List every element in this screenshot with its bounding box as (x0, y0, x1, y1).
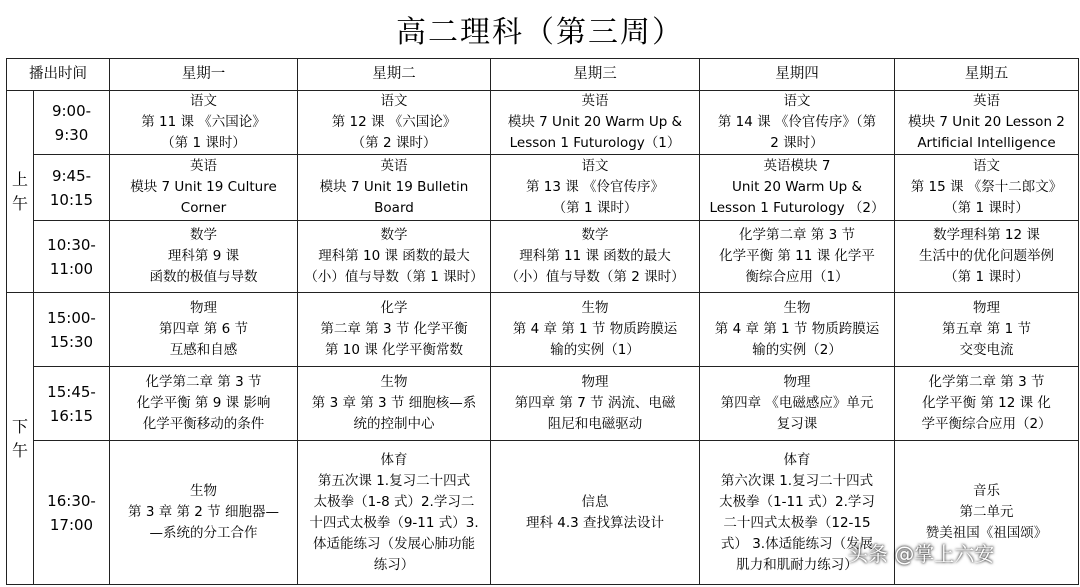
lesson-subject: 语文 (380, 93, 408, 109)
header-wednesday: 星期三 (491, 59, 700, 91)
lesson-subject: 信息 (581, 493, 609, 510)
header-friday: 星期五 (895, 59, 1079, 91)
lesson-detail: 第 15 课 《祭十二郎文》 (910, 179, 1063, 195)
lesson-detail: Lesson 1 Futurology （2） (709, 200, 885, 216)
header-time: 播出时间 (7, 59, 110, 91)
lesson-subject: 英语 (973, 93, 1000, 109)
lesson-detail: 体适能练习（发展心肺功能 (313, 535, 475, 552)
lesson-detail: 模块 7 Unit 20 Warm Up & (507, 114, 683, 130)
lesson-detail: Artificial Intelligence (917, 135, 1056, 151)
time-slot (34, 441, 110, 585)
time-slot (34, 367, 110, 441)
lesson-subject: 英语 (380, 158, 408, 174)
table-row (7, 221, 1079, 293)
lesson-subject: 物理 (190, 300, 217, 316)
lesson-detail: 十四式太极拳（9-11 式）3. (309, 514, 479, 531)
time-line: 9:30 (54, 125, 89, 144)
lesson-detail: （第 2 课时） (351, 135, 437, 151)
lesson-detail: 练习） (373, 556, 415, 573)
lesson-detail: 输的实例（2） (752, 342, 842, 358)
lesson-cell (298, 293, 491, 367)
lesson-detail: 理科 4.3 查找算法设计 (525, 514, 665, 531)
lesson-subject: 英语 (581, 93, 609, 109)
lesson-detail: 统的控制中心 (353, 416, 435, 432)
table-row (7, 155, 1079, 221)
lesson-detail: 输的实例（1） (550, 342, 640, 358)
lesson-subject: 语文 (190, 93, 217, 109)
lesson-subject: 数学 (581, 227, 609, 243)
lesson-subject: 数学 (380, 227, 408, 243)
lesson-detail: 理科第 10 课 函数的最大 (318, 248, 470, 264)
lesson-detail: 化学平衡 第 11 课 化学平 (719, 248, 875, 264)
lesson-detail: 生活中的优化问题举例 (919, 248, 1054, 264)
lesson-cell (895, 155, 1079, 221)
lesson-detail: 阻尼和电磁驱动 (547, 416, 643, 432)
lesson-cell (895, 91, 1079, 155)
time-line: 16:15 (49, 406, 94, 425)
lesson-detail: 第四章 第 7 节 涡流、电磁 (514, 395, 676, 411)
timetable (6, 58, 1079, 585)
header-monday: 星期一 (110, 59, 298, 91)
lesson-cell (700, 155, 895, 221)
watermark: 头条 @掌上六安 (848, 542, 995, 566)
time-line: 11:00 (49, 259, 94, 278)
lesson-detail: 赞美祖国《祖国颂》 (925, 525, 1048, 541)
lesson-subject: 生物 (783, 300, 811, 316)
lesson-subject: 体育 (380, 451, 408, 468)
lesson-subject: 体育 (783, 451, 811, 468)
lesson-subject: 化学 (380, 300, 408, 316)
lesson-cell (700, 91, 895, 155)
lesson-detail: 太极拳（1-8 式）2.学习二 (313, 493, 475, 510)
lesson-detail: 第 4 章 第 1 节 物质跨膜运 (512, 321, 678, 337)
lesson-subject: 化学第二章 第 3 节 (739, 227, 855, 243)
lesson-detail: （第 1 课时） (552, 200, 638, 216)
lesson-detail: 第 3 章 第 2 节 细胞器— (128, 504, 279, 520)
lesson-detail: （第 1 课时） (944, 269, 1029, 285)
lesson-detail: 第五章 第 1 节 (942, 321, 1031, 337)
lesson-subject: 音乐 (973, 483, 1000, 499)
time-slot (34, 293, 110, 367)
lesson-detail: 化学平衡 第 9 课 影响 (136, 395, 271, 411)
header-row (7, 59, 1079, 91)
lesson-detail: Unit 20 Warm Up & (731, 179, 863, 195)
lesson-detail: —系统的分工合作 (149, 525, 258, 541)
lesson-detail: 第 14 课 《伶官传序》（第 (717, 114, 877, 130)
lesson-detail: 函数的极值与导数 (149, 269, 258, 285)
lesson-detail: （小）值与导数（第 1 课时） (304, 269, 484, 285)
lesson-detail: 第四章 《电磁感应》单元 (720, 395, 874, 411)
lesson-cell (110, 155, 298, 221)
table-row (7, 91, 1079, 155)
time-slot (34, 91, 110, 155)
lesson-subject: 物理 (581, 374, 609, 390)
lesson-detail: 二十四式太极拳（12-15 (723, 514, 871, 531)
lesson-detail: 模块 7 Unit 20 Lesson 2 (908, 114, 1065, 130)
lesson-detail: 2 课时） (770, 135, 824, 151)
lesson-detail: 化学平衡移动的条件 (142, 416, 265, 432)
page-title: 高二理科（第三周） (396, 15, 684, 50)
lesson-cell (110, 293, 298, 367)
time-line: 15:00- (47, 308, 96, 327)
lesson-cell (298, 155, 491, 221)
lesson-detail: 第二章 第 3 节 化学平衡 (320, 321, 468, 337)
lesson-subject: 生物 (190, 483, 217, 499)
lesson-subject: 英语模块 7 (763, 158, 831, 174)
lesson-cell (491, 367, 700, 441)
time-line: 15:30 (49, 332, 94, 351)
time-line: 16:30- (47, 491, 96, 510)
lesson-detail: 复习课 (776, 416, 818, 432)
time-line: 9:45- (51, 166, 92, 185)
header-thursday: 星期四 (700, 59, 895, 91)
time-line: 17:00 (49, 515, 94, 534)
lesson-subject: 物理 (783, 374, 811, 390)
lesson-detail: 第 11 课 《六国论》 (141, 114, 266, 130)
header-tuesday: 星期二 (298, 59, 491, 91)
lesson-cell (110, 367, 298, 441)
lesson-detail: 第四章 第 6 节 (159, 321, 248, 337)
lesson-cell (491, 91, 700, 155)
lesson-subject: 英语 (190, 158, 217, 174)
lesson-cell (491, 155, 700, 221)
lesson-detail: 第 4 章 第 1 节 物质跨膜运 (714, 321, 880, 337)
lesson-detail: 交变电流 (959, 342, 1014, 358)
time-line: 9:00- (51, 101, 92, 120)
lesson-cell (895, 221, 1079, 293)
lesson-cell (110, 91, 298, 155)
lesson-cell (700, 221, 895, 293)
lesson-cell (298, 441, 491, 585)
lesson-subject: 语文 (783, 93, 811, 109)
lesson-detail: 肌力和肌耐力练习） (736, 556, 858, 573)
lesson-cell (895, 367, 1079, 441)
lesson-cell (895, 293, 1079, 367)
lesson-subject: 数学 (190, 227, 217, 243)
lesson-detail: 模块 7 Unit 19 Bulletin (319, 179, 469, 195)
lesson-cell (110, 221, 298, 293)
lesson-subject: 生物 (581, 300, 609, 316)
time-slot (34, 221, 110, 293)
lesson-detail: 理科第 11 课 函数的最大 (519, 248, 671, 264)
time-line: 15:45- (47, 382, 96, 401)
lesson-cell (298, 367, 491, 441)
lesson-detail: 第 12 课 《六国论》 (331, 114, 457, 130)
lesson-cell (491, 441, 700, 585)
lesson-detail: 互感和自感 (169, 342, 238, 358)
lesson-detail: 第 3 章 第 3 节 细胞核—系 (311, 395, 477, 411)
lesson-detail: 衡综合应用（1） (745, 269, 849, 285)
lesson-detail: 模块 7 Unit 19 Culture (130, 179, 277, 195)
lesson-detail: Board (374, 200, 414, 216)
lesson-cell (700, 367, 895, 441)
lesson-detail: Corner (180, 200, 227, 216)
lesson-subject: 生物 (380, 374, 408, 390)
lesson-subject: 物理 (973, 300, 1000, 316)
period-pm: 下午 (7, 293, 34, 585)
lesson-subject: 语文 (973, 158, 1000, 174)
time-line: 10:15 (49, 190, 94, 209)
lesson-subject: 数学理科第 12 课 (933, 227, 1040, 243)
lesson-cell (700, 293, 895, 367)
table-row (7, 293, 1079, 367)
lesson-detail: 学平衡综合应用（2） (921, 416, 1052, 432)
lesson-cell (298, 91, 491, 155)
lesson-detail: Lesson 1 Futurology（1） (509, 135, 681, 151)
lesson-detail: （第 1 课时） (161, 135, 246, 151)
period-am: 上午 (7, 91, 34, 293)
lesson-detail: 第二单元 (959, 504, 1014, 520)
time-slot (34, 155, 110, 221)
lesson-cell (110, 441, 298, 585)
lesson-detail: 化学平衡 第 12 课 化 (922, 395, 1051, 411)
lesson-cell (491, 293, 700, 367)
lesson-subject: 语文 (581, 158, 609, 174)
table-row (7, 367, 1079, 441)
lesson-subject: 化学第二章 第 3 节 (928, 374, 1045, 390)
lesson-detail: 理科第 9 课 (167, 248, 240, 264)
lesson-detail: （小）值与导数（第 2 课时） (505, 269, 685, 285)
lesson-detail: 第 10 课 化学平衡常数 (324, 342, 464, 358)
lesson-subject: 化学第二章 第 3 节 (145, 374, 262, 390)
lesson-detail: 第 13 课 《伶官传序》 (525, 179, 665, 195)
time-line: 10:30- (47, 235, 96, 254)
lesson-detail: 第五次课 1.复习二十四式 (317, 472, 471, 489)
lesson-detail: （第 1 课时） (944, 200, 1029, 216)
lesson-cell (298, 221, 491, 293)
lesson-detail: 太极拳（1-11 式）2.学习 (719, 493, 875, 510)
lesson-detail: 式） 3.体适能练习（发展 (720, 535, 874, 552)
lesson-detail: 第六次课 1.复习二十四式 (720, 472, 874, 489)
lesson-cell (491, 221, 700, 293)
